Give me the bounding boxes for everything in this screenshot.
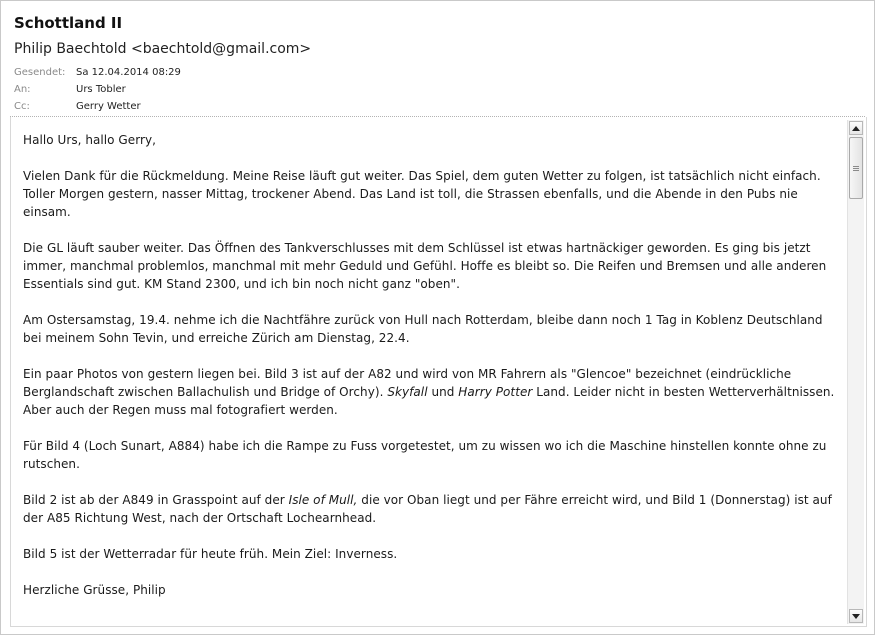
to-row xyxy=(14,81,414,98)
email-meta xyxy=(14,64,414,115)
cc-recipient[interactable]: Gerry Wetter xyxy=(76,101,141,112)
sent-row xyxy=(14,64,414,81)
text-run: Land. Leider nicht in besten Wetterverhältnissen. Aber auch der Regen muss mal fotografiert werden. xyxy=(23,385,835,417)
text-run: Bild 2 ist ab der A849 in Grasspoint auf der xyxy=(23,493,289,507)
body-paragraph: Für Bild 4 (Loch Sunart, A884) habe ich die Rampe zu Fuss vorgetestet, um zu wissen wo ich die Maschine hinstellen konnte ohne zu rutschen. xyxy=(23,439,827,471)
to-recipient[interactable]: Urs Tobler xyxy=(76,84,126,95)
scroll-thumb[interactable] xyxy=(849,137,863,199)
cc-row xyxy=(14,98,414,115)
to-label: An: xyxy=(14,84,31,95)
body-paragraph: Bild 5 ist der Wetterradar für heute früh. Mein Ziel: Inverness. xyxy=(23,547,398,561)
italic-text: Skyfall xyxy=(387,385,428,399)
body-paragraph: Die GL läuft sauber weiter. Das Öffnen des Tankverschlusses mit dem Schlüssel ist etwas hartnäckiger geworden. Es ging bis jetzt immer, manchmal problemlos, manchmal mit mehr Geduld und Gefühl. Hoffe es bleibt so. Die Reifen und Bremsen und alle anderen Essentials sind gut. KM Stand 2300, und ich bin noch nicht ganz "oben". xyxy=(23,241,827,291)
body-paragraph xyxy=(23,491,838,527)
body-paragraph: Am Ostersamstag, 19.4. nehme ich die Nachtfähre zurück von Hull nach Rotterdam, bleibe dann noch 1 Tag in Koblenz Deutschland bei meinem Sohn Tevin, und erreiche Zürich am Dienstag, 22.4. xyxy=(23,313,823,345)
arrow-down-icon xyxy=(852,614,860,619)
email-header xyxy=(1,1,874,117)
sent-label: Gesendet: xyxy=(14,67,66,78)
scroll-down-button[interactable] xyxy=(849,609,863,623)
closing: Herzliche Grüsse, Philip xyxy=(23,583,166,597)
greeting: Hallo Urs, hallo Gerry, xyxy=(23,133,156,147)
italic-text: Harry Potter xyxy=(458,385,533,399)
email-subject: Schottland II xyxy=(14,14,123,32)
scroll-up-button[interactable] xyxy=(849,121,863,135)
text-run: Ein paar Photos von gestern liegen bei. Bild 3 ist auf der A82 und wird von MR Fahrern als "Glencoe" bezeichnet (eindrückliche Berglandschaft zwischen Ballachulish und Bridge of Orchy). xyxy=(23,367,792,399)
arrow-up-icon xyxy=(852,126,860,131)
vertical-scrollbar[interactable] xyxy=(847,120,864,624)
text-run: und xyxy=(427,385,459,399)
cc-label: Cc: xyxy=(14,101,30,112)
email-body-text xyxy=(23,131,838,599)
grip-icon xyxy=(853,165,859,172)
body-paragraph: Vielen Dank für die Rückmeldung. Meine Reise läuft gut weiter. Das Spiel, dem guten Wetter zu folgen, ist tatsächlich nicht einfach. Toller Morgen gestern, nasser Mittag, trockener Abend. Das Land ist toll, die Strassen ebenfalls, und die Abende in den Pubs nie einsam. xyxy=(23,169,821,219)
sent-date: Sa 12.04.2014 08:29 xyxy=(76,67,181,78)
italic-text: Isle of Mull, xyxy=(288,493,358,507)
sender[interactable]: Philip Baechtold <baechtold@gmail.com> xyxy=(14,41,312,57)
body-paragraph xyxy=(23,365,838,419)
email-body[interactable] xyxy=(10,117,867,627)
text-run: die vor Oban liegt und per Fähre erreicht wird, und Bild 1 (Donnerstag) ist auf der A85 Richtung West, nach der Ortschaft Lochearnhead. xyxy=(23,493,832,525)
